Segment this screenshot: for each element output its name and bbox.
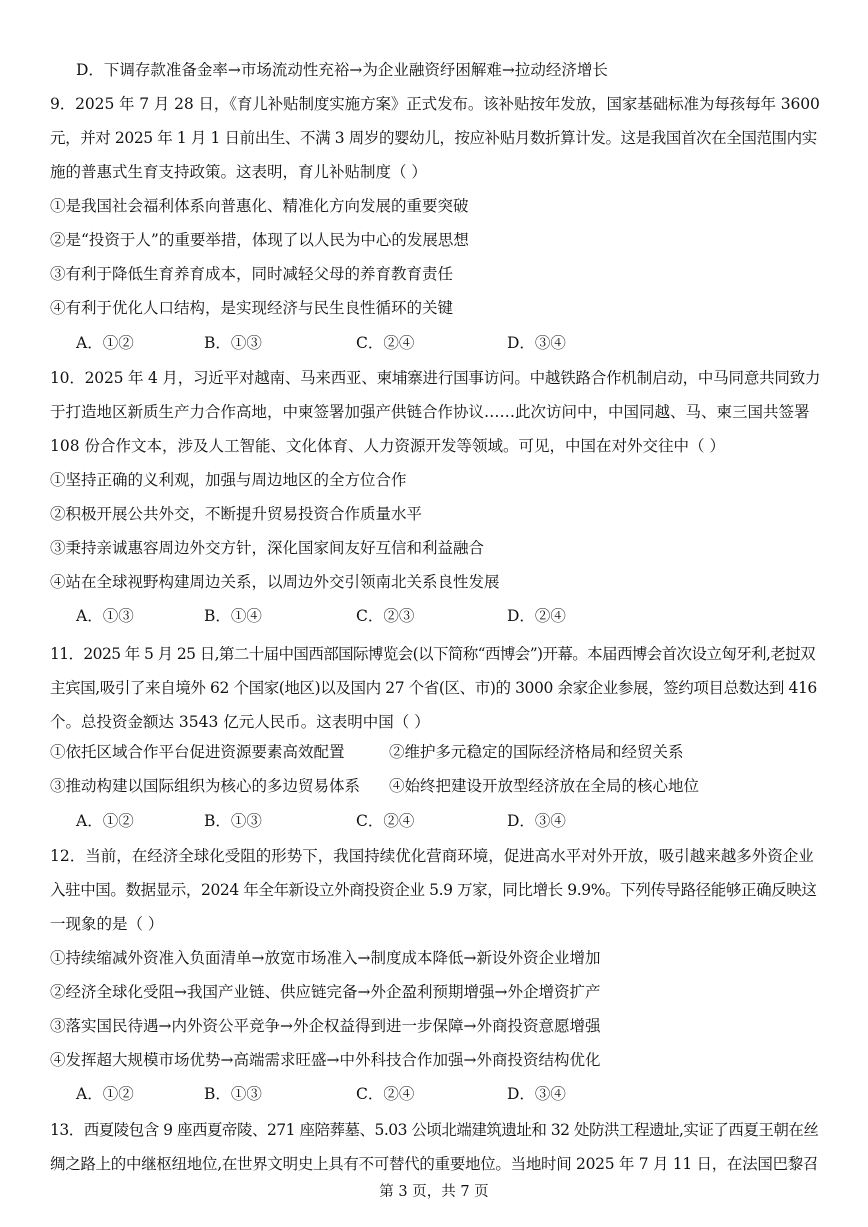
page-number-footer: 第 3 页，共 7 页 xyxy=(379,1184,489,1200)
q9-item-3: ③有利于降低生育养育成本，同时减轻父母的养育教育责任 xyxy=(50,265,454,283)
q10-item-4: ④站在全球视野构建周边关系，以周边外交引领南北关系良性发展 xyxy=(50,573,500,591)
q10-stem-line-2: 于打造地区新质生产力合作高地，中柬签署加强产供链合作协议……此次访问中，中国同越、马、柬三国共签署 xyxy=(50,403,810,421)
q9-option-b: B．①③ xyxy=(204,334,262,352)
q9-stem-line-2: 元，并对 2025 年 1 月 1 日前出生、不满 3 周岁的婴幼儿，按应补贴月数折算计发。这是我国首次在全国范围内实 xyxy=(50,129,817,147)
q10-stem-line-1: 10．2025 年 4 月，习近平对越南、马来西亚、柬埔寨进行国事访问。中越铁路合作机制启动，中马同意共同致力 xyxy=(50,369,821,387)
q11-stem-line-1: 11．2025 年 5 月 25 日,第二十届中国西部国际博览会(以下简称“西博会”)开幕。本届西博会首次设立匈牙利,老挝双 xyxy=(50,645,815,663)
q9-item-4: ④有利于优化人口结构，是实现经济与民生良性循环的关键 xyxy=(50,299,454,317)
q11-item-3: ③推动构建以国际组织为核心的多边贸易体系 xyxy=(50,777,361,795)
q9-stem-line-3: 施的普惠式生育支持政策。这表明，育儿补贴制度（ ） xyxy=(50,163,427,181)
q9-item-2: ②是“投资于人”的重要举措，体现了以人民为中心的发展思想 xyxy=(50,231,469,249)
q9-item-1: ①是我国社会福利体系向普惠化、精准化方向发展的重要突破 xyxy=(50,197,469,215)
q10-stem-line-3: 108 份合作文本，涉及人工智能、文化体育、人力资源开发等领域。可见，中国在对外交往中（ ） xyxy=(50,437,725,455)
q12-item-1: ①持续缩减外资准入负面清单→放宽市场准入→制度成本降低→新设外资企业增加 xyxy=(50,949,601,967)
q13-stem-line-2: 绸之路上的中继枢纽地位,在世界文明史上具有不可替代的重要地位。当地时间 2025 年 7 月 11 日，在法国巴黎召 xyxy=(50,1155,819,1173)
q11-option-a: A．①② xyxy=(76,812,134,830)
q10-option-c: C．②③ xyxy=(356,607,415,625)
q11-option-b: B．①③ xyxy=(204,812,262,830)
q11-stem-line-3: 个。总投资金额达 3543 亿元人民币。这表明中国（ ） xyxy=(50,713,430,731)
q11-item-4: ④始终把建设开放型经济放在全局的核心地位 xyxy=(389,777,700,795)
q12-item-3: ③落实国民待遇→内外资公平竞争→外企权益得到进一步保障→外商投资意愿增强 xyxy=(50,1017,601,1035)
q11-option-c: C．②④ xyxy=(356,812,415,830)
q10-option-b: B．①④ xyxy=(204,607,262,625)
q11-item-1: ①依托区域合作平台促进资源要素高效配置 xyxy=(50,743,345,761)
q9-option-d: D．③④ xyxy=(507,334,566,352)
q12-option-d: D．③④ xyxy=(507,1085,566,1103)
q9-stem-line-1: 9．2025 年 7 月 28 日，《育儿补贴制度实施方案》正式发布。该补贴按年发放，国家基础标准为每孩每年 3600 xyxy=(50,95,820,113)
q10-option-d: D．②④ xyxy=(507,607,566,625)
q12-option-c: C．②④ xyxy=(356,1085,415,1103)
q11-option-d: D．③④ xyxy=(507,812,566,830)
q12-stem-line-2: 入驻中国。数据显示，2024 年全年新设立外商投资企业 5.9 万家，同比增长 9.9%。下列传导路径能够正确反映这 xyxy=(50,881,817,899)
q10-item-3: ③秉持亲诚惠容周边外交方针，深化国家间友好互信和利益融合 xyxy=(50,539,485,557)
q10-item-1: ①坚持正确的义利观，加强与周边地区的全方位合作 xyxy=(50,471,407,489)
q9-option-a: A．①② xyxy=(76,334,134,352)
q12-option-b: B．①③ xyxy=(204,1085,262,1103)
q9-option-c: C．②④ xyxy=(356,334,415,352)
q12-item-4: ④发挥超大规模市场优势→高端需求旺盛→中外科技合作加强→外商投资结构优化 xyxy=(50,1051,601,1069)
q13-stem-line-1: 13．西夏陵包含 9 座西夏帝陵、271 座陪葬墓、5.03 公顷北端建筑遗址和 32 处防洪工程遗址,实证了西夏王朝在丝 xyxy=(50,1121,819,1139)
q11-stem-line-2: 主宾国,吸引了来自境外 62 个国家(地区)以及国内 27 个省(区、市)的 3000 余家企业参展，签约项目总数达到 416 xyxy=(50,679,817,697)
q12-stem-line-1: 12．当前，在经济全球化受阻的形势下，我国持续优化营商环境，促进高水平对外开放，吸引越来越多外资企业 xyxy=(50,847,814,865)
q10-option-a: A．①③ xyxy=(76,607,134,625)
q10-item-2: ②积极开展公共外交，不断提升贸易投资合作质量水平 xyxy=(50,505,423,523)
q12-option-a: A．①② xyxy=(76,1085,134,1103)
q12-item-2: ②经济全球化受阻→我国产业链、供应链完备→外企盈利预期增强→外企增资扩产 xyxy=(50,983,601,1001)
q12-stem-line-3: 一现象的是（ ） xyxy=(50,915,164,933)
q8-option-d: D．下调存款准备金率→市场流动性充裕→为企业融资纾困解难→拉动经济增长 xyxy=(76,61,608,79)
q11-item-2: ②维护多元稳定的国际经济格局和经贸关系 xyxy=(389,743,684,761)
